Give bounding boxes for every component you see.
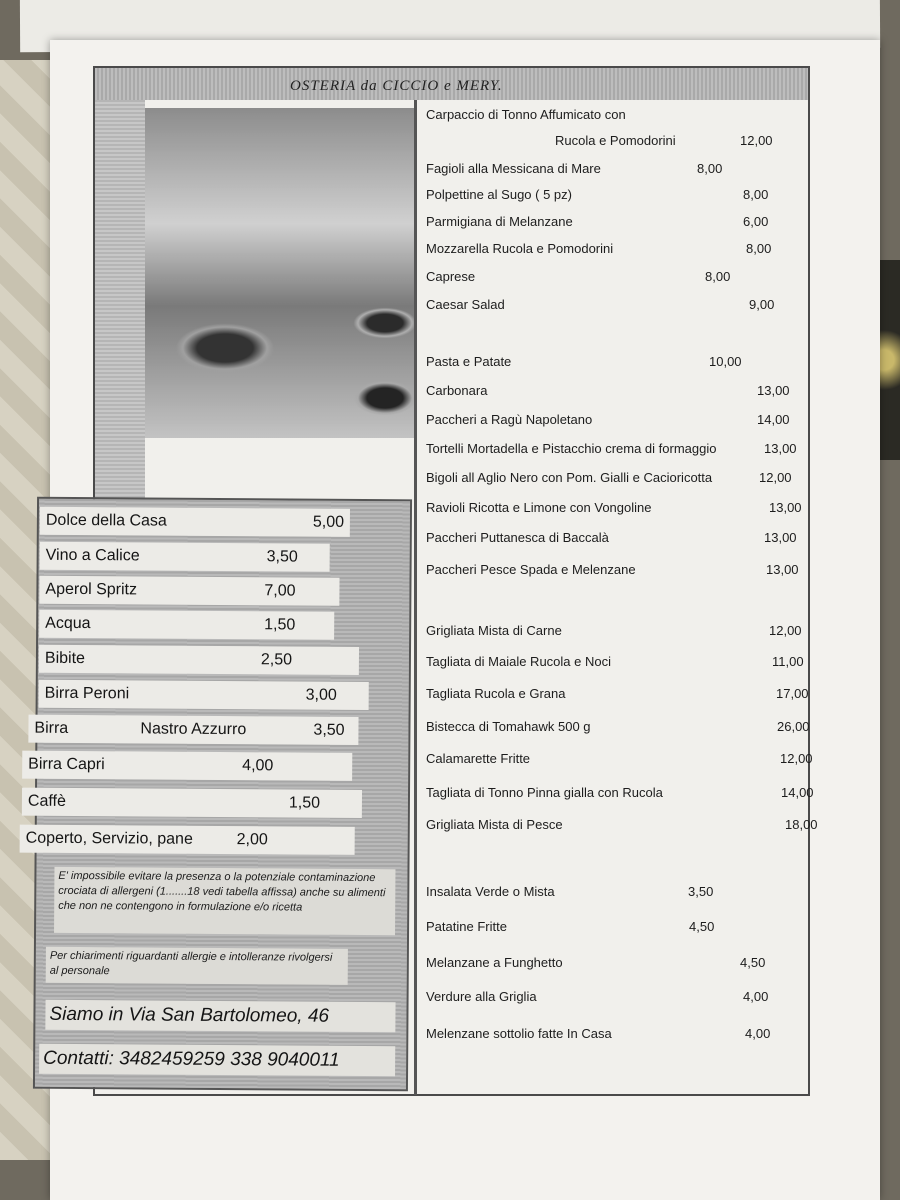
- menu-item: [426, 989, 769, 1004]
- menu-item-price: 4,00: [743, 989, 769, 1004]
- menu-item-price: 13,00: [757, 383, 790, 398]
- menu-item-price: 12,00: [740, 133, 773, 148]
- menu-item: [426, 562, 799, 577]
- drinks-item: [40, 542, 330, 572]
- menu-item-name: Fagioli alla Messicana di Mare: [426, 161, 601, 176]
- column-divider: [414, 100, 417, 1095]
- menu-item-price: 8,00: [697, 161, 723, 176]
- menu-item-name: Grigliata Mista di Pesce: [426, 817, 563, 832]
- menu-item-name: Bistecca di Tomahawk 500 g: [426, 719, 591, 734]
- menu-item-name: Tagliata Rucola e Grana: [426, 686, 566, 701]
- menu-item: [426, 214, 769, 229]
- drinks-item-name: Aperol Spritz: [45, 580, 138, 599]
- menu-item: [426, 383, 790, 398]
- menu-item-price: 9,00: [749, 297, 775, 312]
- drinks-item: [28, 715, 358, 745]
- menu-item-price: 12,00: [759, 470, 792, 485]
- drinks-list: [25, 499, 410, 849]
- menu-item: [426, 107, 626, 122]
- menu-item-name: Patatine Fritte: [426, 919, 507, 934]
- menu-item: [426, 354, 742, 369]
- menu-item: [426, 955, 766, 970]
- drinks-item-price: 3,00: [305, 686, 337, 704]
- drinks-item-name: Birra: [34, 719, 69, 737]
- menu-item-price: 18,00: [785, 817, 818, 832]
- drinks-item: [22, 751, 352, 781]
- drinks-item-price: 1,50: [288, 794, 321, 812]
- drinks-item: [39, 645, 359, 675]
- menu-item-name: Grigliata Mista di Carne: [426, 623, 562, 638]
- drinks-item-price: 7,00: [264, 582, 296, 600]
- menu-item-name: Calamarette Fritte: [426, 751, 531, 766]
- drinks-item-name: Dolce della Casa: [45, 511, 167, 530]
- drinks-item: [40, 507, 350, 537]
- drinks-item: [39, 576, 339, 606]
- menu-item: [426, 297, 775, 312]
- drinks-item-name: Acqua: [45, 614, 91, 633]
- menu-item-price: 13,00: [764, 441, 797, 456]
- menu-item-price: 8,00: [743, 187, 769, 202]
- photo-margin: [95, 100, 145, 500]
- drinks-item-price: 3,50: [313, 721, 345, 739]
- menu-item-price: 3,50: [688, 884, 714, 899]
- drinks-item-price: 3,50: [266, 548, 298, 566]
- drinks-item: [20, 825, 355, 855]
- allergy-contact-notice: Per chiarimenti riguardanti allergie e intolleranze rivolgersi al personale: [46, 947, 348, 985]
- menu-item: [426, 161, 723, 176]
- menu-item: [426, 441, 797, 456]
- menu-item: [426, 470, 792, 485]
- menu-item: [426, 686, 809, 701]
- menu-item: [426, 751, 813, 766]
- menu-item-price: 13,00: [766, 562, 799, 577]
- menu-item-price: 13,00: [764, 530, 797, 545]
- menu-item-name: Carbonara: [426, 383, 488, 398]
- drinks-item-name: Birra Capri: [28, 755, 105, 774]
- menu-item: [426, 919, 715, 934]
- drinks-item-name: Bibite: [44, 649, 86, 668]
- menu-item-name: Caesar Salad: [426, 297, 505, 312]
- restaurant-interior-photo: [145, 108, 415, 438]
- menu-item: [426, 654, 804, 669]
- menu-item-name: Insalata Verde o Mista: [426, 884, 555, 899]
- drinks-item-name: Vino a Calice: [45, 546, 140, 565]
- menu-item-name: Mozzarella Rucola e Pomodorini: [426, 241, 614, 256]
- menu-item-name: Paccheri Puttanesca di Baccalà: [426, 530, 609, 545]
- menu-item: [426, 719, 810, 734]
- menu-item: [426, 500, 802, 515]
- menu-item-name: Paccheri a Ragù Napoletano: [426, 412, 593, 427]
- drinks-item: [22, 788, 362, 818]
- menu-item: [426, 530, 797, 545]
- menu-item-price: 12,00: [769, 623, 802, 638]
- drinks-item-detail: Nastro Azzurro: [140, 720, 247, 739]
- menu-item-price: 14,00: [757, 412, 790, 427]
- menu-item-name: Verdure alla Griglia: [426, 989, 537, 1004]
- menu-item-name: Pasta e Patate: [426, 354, 512, 369]
- menu-item-name: Parmigiana di Melanzane: [426, 214, 573, 229]
- menu-item-name: Caprese: [426, 269, 476, 284]
- drinks-item-price: 5,00: [312, 513, 345, 531]
- menu-item-name: Tagliata di Maiale Rucola e Noci: [426, 654, 611, 669]
- menu-item-name: Paccheri Pesce Spada e Melenzane: [426, 562, 636, 577]
- drinks-item-price: 2,50: [260, 651, 293, 669]
- drinks-item-price: 2,00: [236, 831, 268, 849]
- menu-item-name: Ravioli Ricotta e Limone con Vongoline: [426, 500, 652, 515]
- menu-item: [555, 133, 773, 148]
- address: Siamo in Via San Bartolomeo, 46: [45, 1000, 395, 1032]
- drinks-item-name: Birra Peroni: [44, 684, 130, 703]
- drinks-item-name: Coperto, Servizio, pane: [25, 829, 193, 848]
- allergen-notice: E' impossibile evitare la presenza o la potenziale contaminazione crociata di allergeni (1.......18 vedi tabella affissa) anche su alimenti che non ne contengono in formulazione e/o ricetta: [54, 867, 395, 935]
- menu-item-price: 11,00: [772, 654, 804, 669]
- restaurant-name: OSTERIA da CICCIO e MERY.: [290, 78, 503, 94]
- drinks-item: [39, 610, 334, 640]
- menu-item-name: Melenzane sottolio fatte In Casa: [426, 1026, 612, 1041]
- drinks-panel: [25, 497, 412, 1092]
- menu-item: [426, 623, 802, 638]
- menu-item: [426, 269, 731, 284]
- menu-item: [426, 187, 769, 202]
- menu-item: [426, 817, 818, 832]
- menu-item-price: 26,00: [777, 719, 810, 734]
- menu-item: [426, 785, 814, 800]
- menu-item-price: 10,00: [709, 354, 742, 369]
- menu-item-price: 4,50: [689, 919, 715, 934]
- menu-item-price: 8,00: [746, 241, 772, 256]
- menu-item-price: 13,00: [769, 500, 802, 515]
- menu-item-price: 12,00: [780, 751, 813, 766]
- menu-item-price: 6,00: [743, 214, 769, 229]
- menu-item: [426, 412, 790, 427]
- menu-item: [426, 241, 772, 256]
- drinks-item-price: 4,00: [242, 757, 274, 775]
- menu-item: [426, 1026, 771, 1041]
- menu-item-price: 4,50: [740, 955, 766, 970]
- menu-item-name: Carpaccio di Tonno Affumicato con: [426, 107, 626, 122]
- menu-item-price: 8,00: [705, 269, 731, 284]
- menu-item-price: 14,00: [781, 785, 814, 800]
- menu-item-price: 17,00: [776, 686, 809, 701]
- contact-numbers: Contatti: 3482459259 338 9040011: [39, 1044, 395, 1076]
- menu-item-name: Tortelli Mortadella e Pistacchio crema di formaggio: [426, 441, 717, 456]
- menu-item: [426, 884, 714, 899]
- drinks-item-name: Caffè: [27, 792, 66, 810]
- drinks-item-price: 1,50: [264, 616, 296, 634]
- menu-item-name: Bigoli all Aglio Nero con Pom. Gialli e Cacioricotta: [426, 470, 713, 485]
- menu-item-name: Tagliata di Tonno Pinna gialla con Rucola: [426, 785, 663, 800]
- drinks-item: [39, 680, 369, 710]
- menu-item-name: Rucola e Pomodorini: [555, 133, 676, 148]
- menu-item-name: Polpettine al Sugo ( 5 pz): [426, 187, 572, 202]
- menu-item-price: 4,00: [745, 1026, 771, 1041]
- menu-item-name: Melanzane a Funghetto: [426, 955, 563, 970]
